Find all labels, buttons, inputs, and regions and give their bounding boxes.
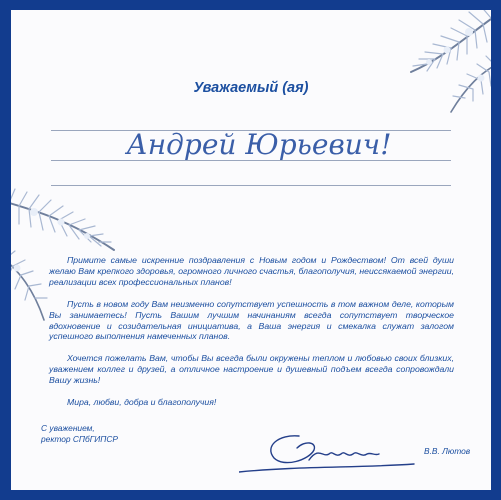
signer-name: В.В. Лютов xyxy=(424,446,471,456)
closing-line-2: ректор СПбГИПСР xyxy=(41,434,118,444)
closing-line-1: С уважением, xyxy=(41,423,95,433)
recipient-name xyxy=(99,120,419,170)
signature-icon xyxy=(239,428,419,478)
paragraph-1: Примите самые искренние поздравления с Новым годом и Рождеством! От всей души желаю Вам крепкого здоровья, огромного личного счастья, благополучия, неиссякаемой энергии, реализации всех профессиональных планов! xyxy=(49,255,454,287)
closing xyxy=(41,423,118,445)
fir-branch-top-right-icon xyxy=(351,10,491,122)
paragraph-3: Хочется пожелать Вам, чтобы Вы всегда были окружены теплом и любовью своих близких, уважением коллег и друзей, а отличное настроение и душевный подъем всегда сопровождали Вашу жизнь! xyxy=(49,353,454,386)
letter-body xyxy=(49,255,454,419)
paragraph-2: Пусть в новом году Вам неизменно сопутствует успешность в том важном деле, которым Вы занимаетесь! Пусть Вашим лучшим начинаниям всегда сопутствует творческое вдохновение и созидательная инициатива, а Ваша энергия и смекалка служат залогом успешного выполнения намеченных планов. xyxy=(49,298,454,342)
name-line-3 xyxy=(51,185,451,186)
recipient-name-text: Андрей Юрьевич! xyxy=(126,128,392,161)
paragraph-4: Мира, любви, добра и благополучия! xyxy=(67,397,217,408)
greeting-card xyxy=(11,10,491,490)
greeting-title: Уважаемый (ая) xyxy=(193,80,309,96)
